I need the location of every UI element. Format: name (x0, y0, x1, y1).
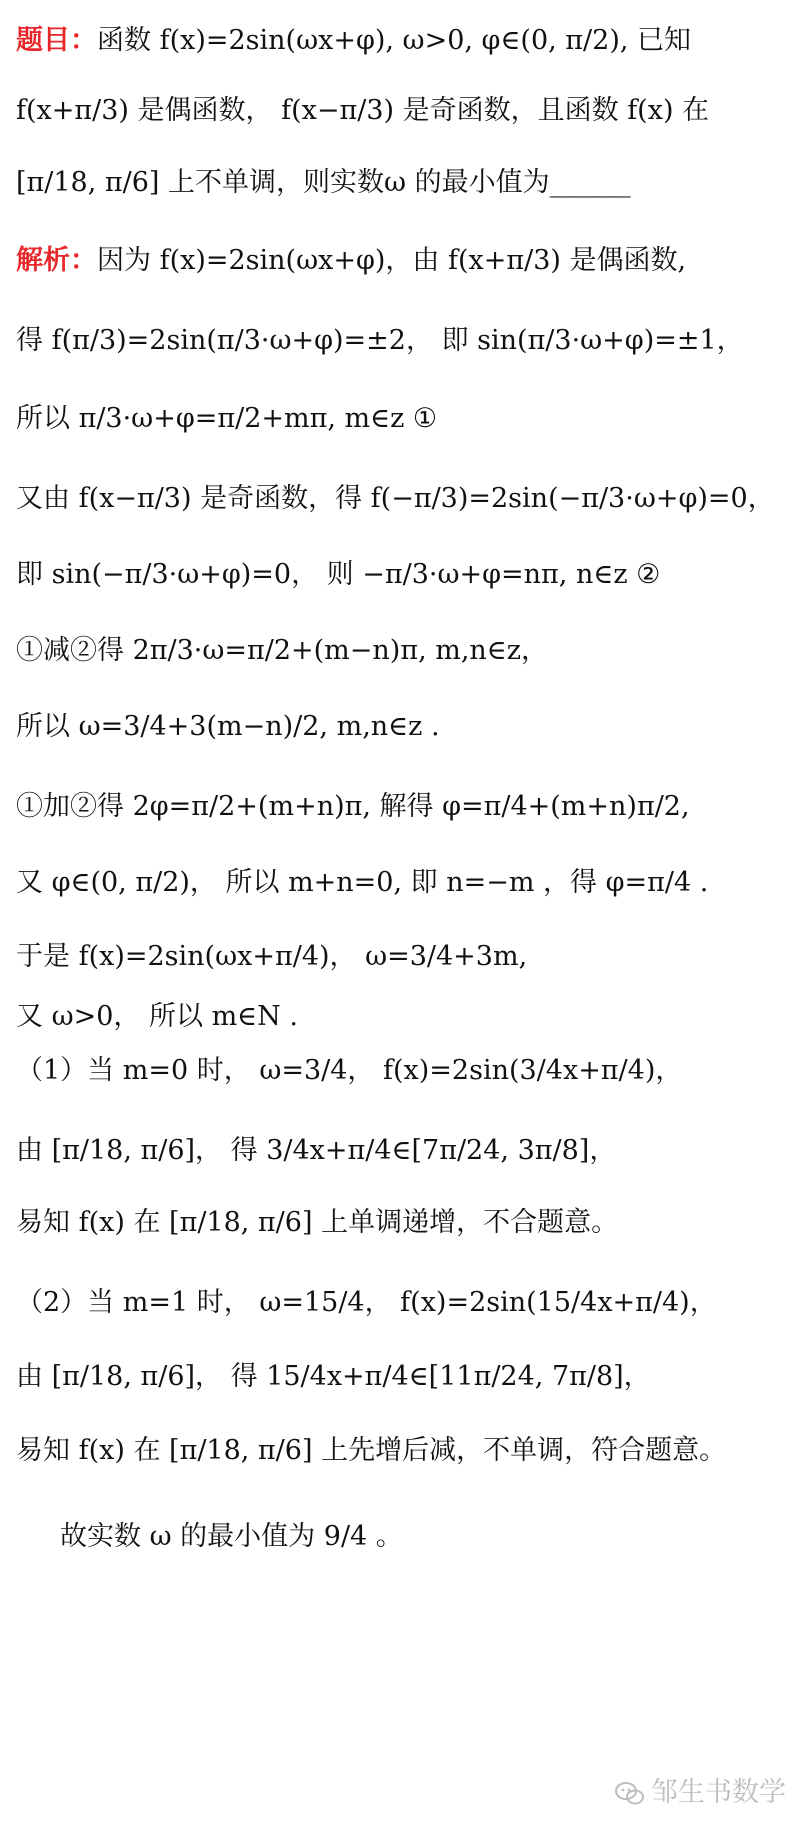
solution-line-12: （1）当 m=0 时， ω=3/4， f(x)=2sin(3/4x+π/4)， (16, 1055, 683, 1086)
solution-line-15: （2）当 m=1 时， ω=15/4， f(x)=2sin(15/4x+π/4)， (16, 1287, 717, 1318)
watermark-text: 邹生书数学 (651, 1777, 786, 1808)
solution-line-4: 又由 f(x−π/3) 是奇函数，得 f(−π/3)=2sin(−π/3·ω+φ)=0， (16, 483, 775, 514)
solution-line-16: 由 [π/18, π/6]， 得 15/4x+π/4∈[11π/24, 7π/8]， (16, 1361, 651, 1392)
solution-line-17: 易知 f(x) 在 [π/18, π/6] 上先增后减，不单调，符合题意。 (16, 1435, 727, 1466)
solution-line-11: 又 ω>0， 所以 m∈N . (16, 1001, 298, 1032)
solution-line-13: 由 [π/18, π/6]， 得 3/4x+π/4∈[7π/24, 3π/8]， (16, 1135, 617, 1166)
solution-line-18: 故实数 ω 的最小值为 9/4 。 (60, 1521, 403, 1552)
solution-line-3: 所以 π/3·ω+φ=π/2+mπ, m∈z ① (16, 403, 438, 434)
solution-line-1: 解析：因为 f(x)=2sin(ωx+φ)，由 f(x+π/3) 是偶函数, (16, 245, 687, 276)
solution-label: 解析： (16, 245, 97, 276)
solution-line-6: ①减②得 2π/3·ω=π/2+(m−n)π, m,n∈z， (16, 635, 549, 666)
solution-line-2: 得 f(π/3)=2sin(π/3·ω+φ)=±2， 即 sin(π/3·ω+φ)=±1， (16, 325, 744, 356)
wechat-icon (615, 1781, 645, 1807)
question-label: 题目： (16, 25, 97, 56)
question-line-1: 题目：函数 f(x)=2sin(ωx+φ), ω>0, φ∈(0, π/2), 已知 (16, 25, 692, 56)
watermark (615, 1770, 786, 1809)
solution-line-7: 所以 ω=3/4+3(m−n)/2, m,n∈z . (16, 711, 440, 742)
question-line-2: f(x+π/3) 是偶函数， f(x−π/3) 是奇函数，且函数 f(x) 在 (16, 95, 710, 126)
solution-line-5: 即 sin(−π/3·ω+φ)=0， 则 −π/3·ω+φ=nπ, n∈z ② (16, 559, 661, 590)
solution-line-9: 又 φ∈(0, π/2)， 所以 m+n=0, 即 n=−m ，得 φ=π/4 . (16, 867, 709, 898)
solution-line-14: 易知 f(x) 在 [π/18, π/6] 上单调递增，不合题意。 (16, 1207, 619, 1238)
question-line-3: [π/18, π/6] 上不单调，则实数ω 的最小值为______ (16, 167, 631, 198)
solution-line-10: 于是 f(x)=2sin(ωx+π/4)， ω=3/4+3m, (16, 941, 528, 972)
solution-line-8: ①加②得 2φ=π/2+(m+n)π, 解得 φ=π/4+(m+n)π/2, (16, 791, 690, 822)
